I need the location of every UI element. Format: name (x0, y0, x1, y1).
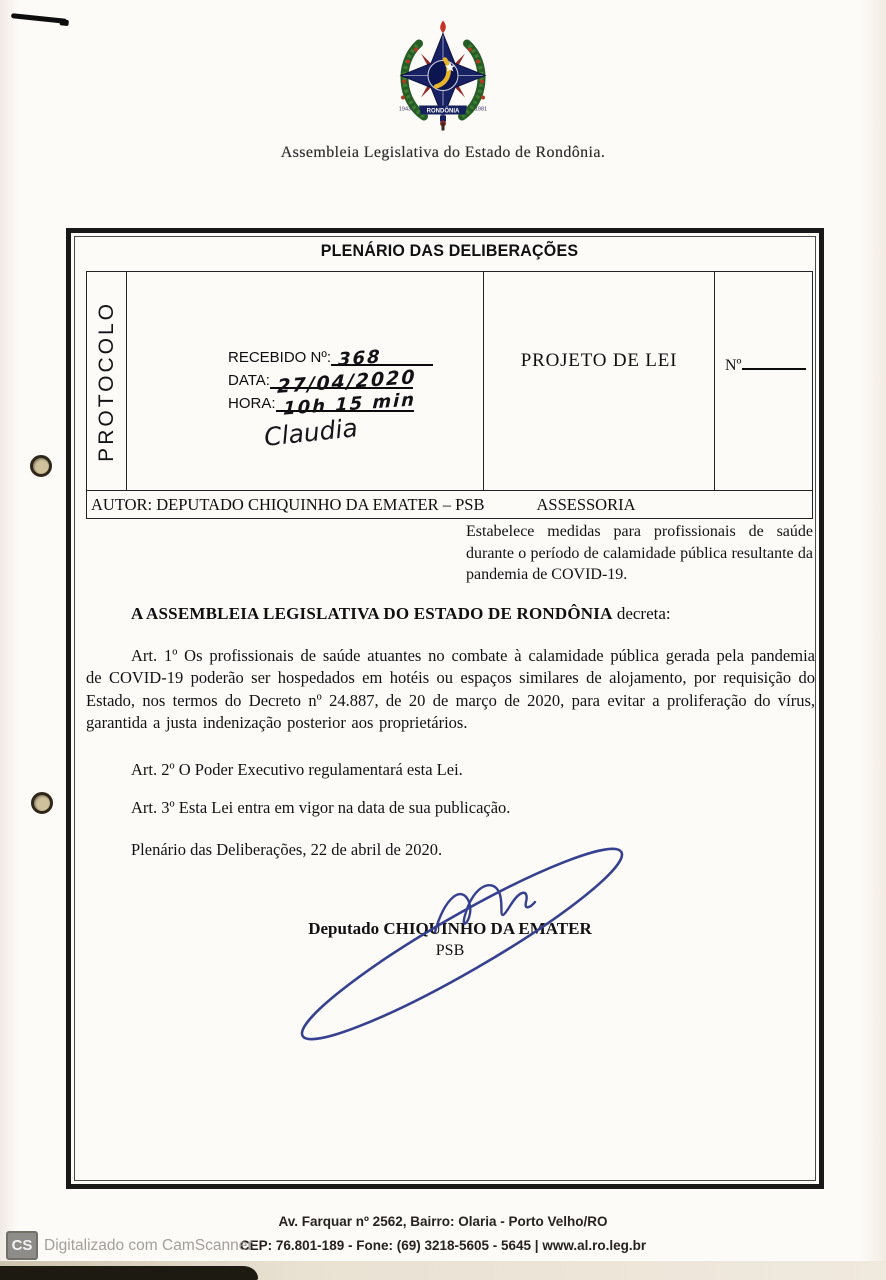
recebido-handwritten-value: 368 (337, 346, 382, 371)
pen-mark (11, 13, 67, 24)
scan-dark-corner (0, 1266, 258, 1280)
center-disc (428, 61, 458, 91)
camscanner-watermark (6, 1231, 252, 1260)
assessoria-label: ASSESSORIA (536, 494, 636, 514)
autor-row (86, 490, 813, 519)
year-left: 1943 (398, 106, 412, 113)
article-2: Art. 2º O Poder Executivo regulamentará esta Lei. (131, 760, 463, 779)
recebido-line (331, 346, 433, 371)
receipt-cell (127, 272, 484, 490)
date-line: Plenário das Deliberações, 22 de abril de 2020. (131, 840, 443, 859)
data-label: DATA: (228, 372, 270, 389)
institution-title: Assembleia Legislativa do Estado de Rondônia. (280, 144, 606, 161)
hora-label: HORA: (228, 395, 276, 412)
banner-text: RONDÔNIA (426, 108, 460, 115)
numero-cell (715, 272, 812, 490)
article-1: Art. 1º Os profissionais de saúde atuantes no combate à calamidade pública gerada pela pandemia de COVID-19 poderão ser hospedados em hotéis ou espaços similares de alojamento, por requisição do Estado, nos termos do Decreto nº 24.887, de 20 de março de 2020, para evitar a proliferação do vírus, garantida a justa indenização posterior aos proprietários. (86, 646, 815, 733)
clerk-signature: Claudia (262, 413, 359, 452)
document-type-label: PROJETO DE LEI (520, 350, 678, 371)
hora-field (228, 389, 483, 420)
preamble-bold: A ASSEMBLEIA LEGISLATIVA DO ESTADO DE RONDÔNIA (131, 604, 613, 623)
protocolo-cell (87, 272, 127, 490)
data-line (270, 366, 417, 398)
preamble-rest: decreta: (612, 604, 671, 623)
recebido-label: RECEBIDO Nº: (228, 349, 331, 366)
camscanner-logo: CS (6, 1231, 38, 1260)
signature-scribble (435, 885, 535, 932)
flame-icon (440, 21, 446, 34)
plenario-header: PLENÁRIO DAS DELIBERAÇÕES (320, 242, 579, 260)
data-handwritten-value: 27/04/2020 (276, 366, 417, 398)
article-3: Art. 3º Esta Lei entra em vigor na data de sua publicação. (131, 798, 511, 817)
footer-address: Av. Farquar nº 2562, Bairro: Olaria - Porto Velho/RO (278, 1214, 608, 1229)
data-field (228, 366, 483, 398)
year-right: 1981 (474, 106, 488, 113)
numero-label: Nº (725, 357, 742, 374)
handwritten-signature-ink (272, 836, 644, 1048)
numero-blank-line (742, 356, 806, 370)
signatory-party: PSB (435, 942, 465, 959)
recebido-field (228, 345, 483, 371)
document-type-cell (484, 272, 715, 490)
hora-handwritten-value: 10h 15 min (282, 389, 416, 420)
signature-loop (289, 836, 636, 1048)
ementa-paragraph: Estabelece medidas para profissionais de saúde durante o período de calamidade pública resultante da pandemia de COVID-19. (466, 523, 813, 583)
punch-hole-top (30, 455, 52, 477)
preamble-line (86, 604, 826, 624)
punch-hole-bottom (31, 792, 53, 814)
protocolo-label: PROTOCOLO (94, 300, 118, 462)
autor-label: AUTOR: DEPUTADO CHIQUINHO DA EMATER – PSB (91, 494, 485, 514)
protocol-table (86, 271, 813, 490)
camscanner-text: Digitalizado com CamScanner (44, 1236, 253, 1254)
signatory-name: Deputado CHIQUINHO DA EMATER (308, 919, 592, 938)
rondonia-coat-of-arms (391, 19, 495, 132)
footer-contact: CEP: 76.801-189 - Fone: (69) 3218-5605 - 5645 | www.al.ro.leg.br (239, 1238, 647, 1253)
